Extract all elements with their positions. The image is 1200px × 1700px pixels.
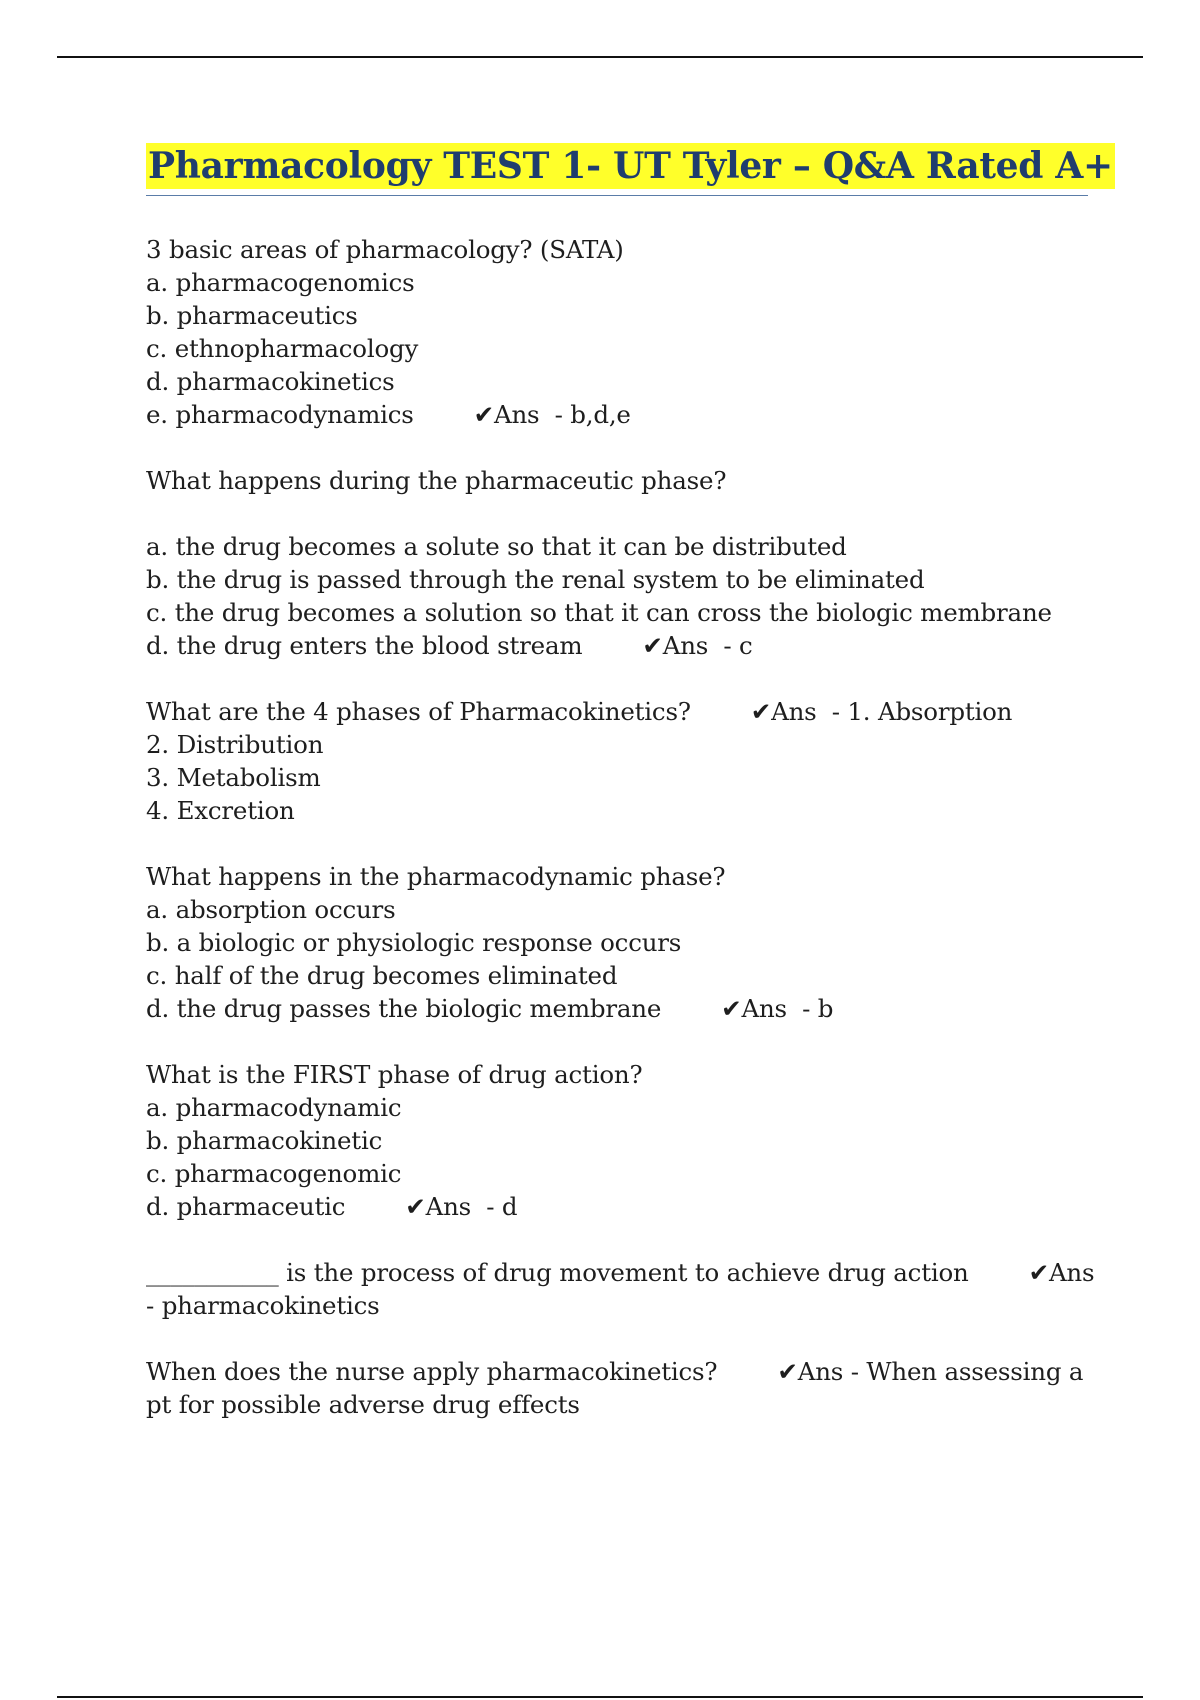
answer-marker: ✔Ans - [405,1192,495,1221]
answer-marker: ✔Ans - [146,1258,1095,1320]
option: c. ethnopharmacology [146,334,419,363]
answer-marker: ✔Ans - [642,631,732,660]
answer-marker: ✔Ans - [473,400,563,429]
qa-content [146,233,1096,1454]
question-with-answer [146,1256,1096,1322]
qa-item-7 [146,1355,1096,1421]
option: d. pharmacokinetics [146,367,395,396]
option: a. the drug becomes a solute so that it can be distributed [146,532,847,561]
option-with-answer [146,398,1096,431]
answer: 1. Absorption [847,697,1013,726]
answer: b [817,994,834,1023]
answer: When assessing a pt for possible adverse drug effects [146,1357,1084,1419]
option: a. pharmacodynamic [146,1093,402,1122]
qa-item-1 [146,233,1096,431]
answer: b,d,e [570,400,631,429]
answer-marker: ✔Ans - [721,994,811,1023]
option: e. pharmacodynamics [146,400,414,429]
qa-item-4 [146,860,1096,1025]
option: b. a biologic or physiologic response occurs [146,928,682,957]
option: c. the drug becomes a solution so that it can cross the biologic membrane [146,598,1052,627]
page-title: Pharmacology TEST 1- UT Tyler – Q&A Rated A+ [148,145,1113,187]
question: 3 basic areas of pharmacology? (SATA) [146,235,624,264]
option-with-answer [146,992,1096,1025]
question: What happens during the pharmaceutic phase? [146,466,727,495]
option-with-answer [146,1190,1096,1223]
option: d. the drug passes the biologic membrane [146,994,662,1023]
qa-item-6 [146,1256,1096,1322]
question: What is the FIRST phase of drug action? [146,1060,643,1089]
top-rule [57,56,1143,58]
option: a. pharmacogenomics [146,268,415,297]
question: ___________ is the process of drug movement to achieve drug action [146,1258,969,1287]
answer: d [501,1192,518,1221]
question-with-answer [146,695,1096,728]
spacer [146,497,1096,530]
option-with-answer [146,629,1096,662]
question: What are the 4 phases of Pharmacokinetics? [146,697,691,726]
answer-marker: ✔Ans - [750,697,840,726]
option: b. pharmacokinetic [146,1126,383,1155]
qa-item-3 [146,695,1096,827]
answer-line: 3. Metabolism [146,763,321,792]
answer-marker: ✔Ans - [777,1357,859,1386]
option: b. pharmaceutics [146,301,358,330]
qa-item-2 [146,464,1096,662]
question: When does the nurse apply pharmacokinetics? [146,1357,718,1386]
answer: c [739,631,753,660]
option: c. half of the drug becomes eliminated [146,961,618,990]
answer: pharmacokinetics [161,1291,380,1320]
title-block [146,143,1113,196]
option: d. the drug enters the blood stream [146,631,583,660]
option: a. absorption occurs [146,895,396,924]
question: What happens in the pharmacodynamic phase? [146,862,726,891]
option: d. pharmaceutic [146,1192,346,1221]
answer-line: 4. Excretion [146,796,295,825]
option: c. pharmacogenomic [146,1159,402,1188]
answer-line: 2. Distribution [146,730,324,759]
option: b. the drug is passed through the renal system to be eliminated [146,565,925,594]
bottom-rule [57,1696,1143,1698]
qa-item-5 [146,1058,1096,1223]
question-with-answer [146,1355,1096,1421]
